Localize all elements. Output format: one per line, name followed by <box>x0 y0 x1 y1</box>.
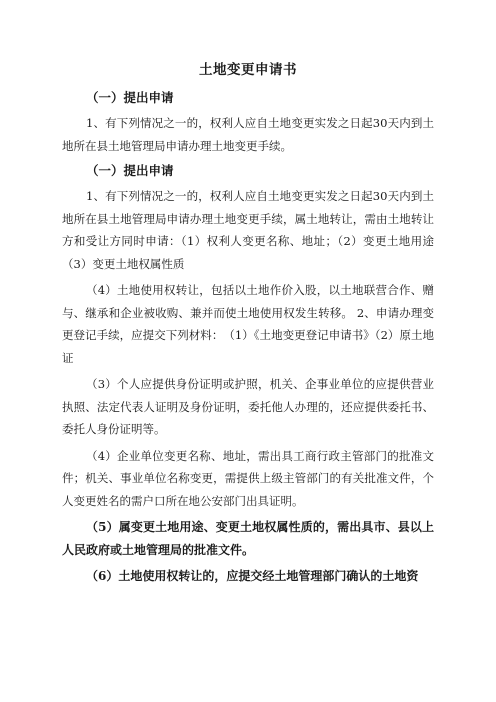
paragraph-7-bold: （6）土地使用权转让的，应提交经土地管理部门确认的土地资 <box>86 569 419 583</box>
paragraph-3: （4）土地使用权转让，包括以土地作价入股，以土地联营合作、赠与、继承和企业被收购、兼并而使土地使用权发生转移。 2、申请办理变更登记手续，应提交下列材料： （1）《土地变更登记申请书》（2）原土地证 <box>62 283 434 365</box>
document-page <box>62 60 446 592</box>
paragraph-4: （3）个人应提供身份证明或护照，机关、企事业单位的应提供营业执照、法定代表人证明及身份证明，委托他人办理的，还应提供委托书、委托人身份证明等。 <box>62 377 434 436</box>
section-heading-2: （一）提出申请 <box>86 163 174 178</box>
paragraph-6-bold: （5）属变更土地用途、变更土地权属性质的，需出具市、县以上人民政府或土地管理局的批准文件。 <box>62 520 434 557</box>
document-title: 土地变更申请书 <box>199 62 297 78</box>
paragraph-2: 1、有下列情况之一的，权利人应自土地变更实发之日起30天内到土地所在县土地管理局申请办理土地变更手续，属土地转让，需由土地转让方和受让方同时申请：（1）权利人变更名称、地址；（2）变更土地用途 （3）变更土地权属性质 <box>62 189 446 271</box>
paragraph-1: 1、有下列情况之一的，权利人应自土地变更实发之日起30天内到土地所在县土地管理局申请办理土地变更手续。 <box>62 116 434 153</box>
section-heading-1: （一）提出申请 <box>86 90 174 105</box>
paragraph-5: （4）企业单位变更名称、地址，需出具工商行政主管部门的批准文件；机关、事业单位名称变更，需提供上级主管部门的有关批准文件，个人变更姓名的需户口所在地公安部门出具证明。 <box>62 448 434 508</box>
